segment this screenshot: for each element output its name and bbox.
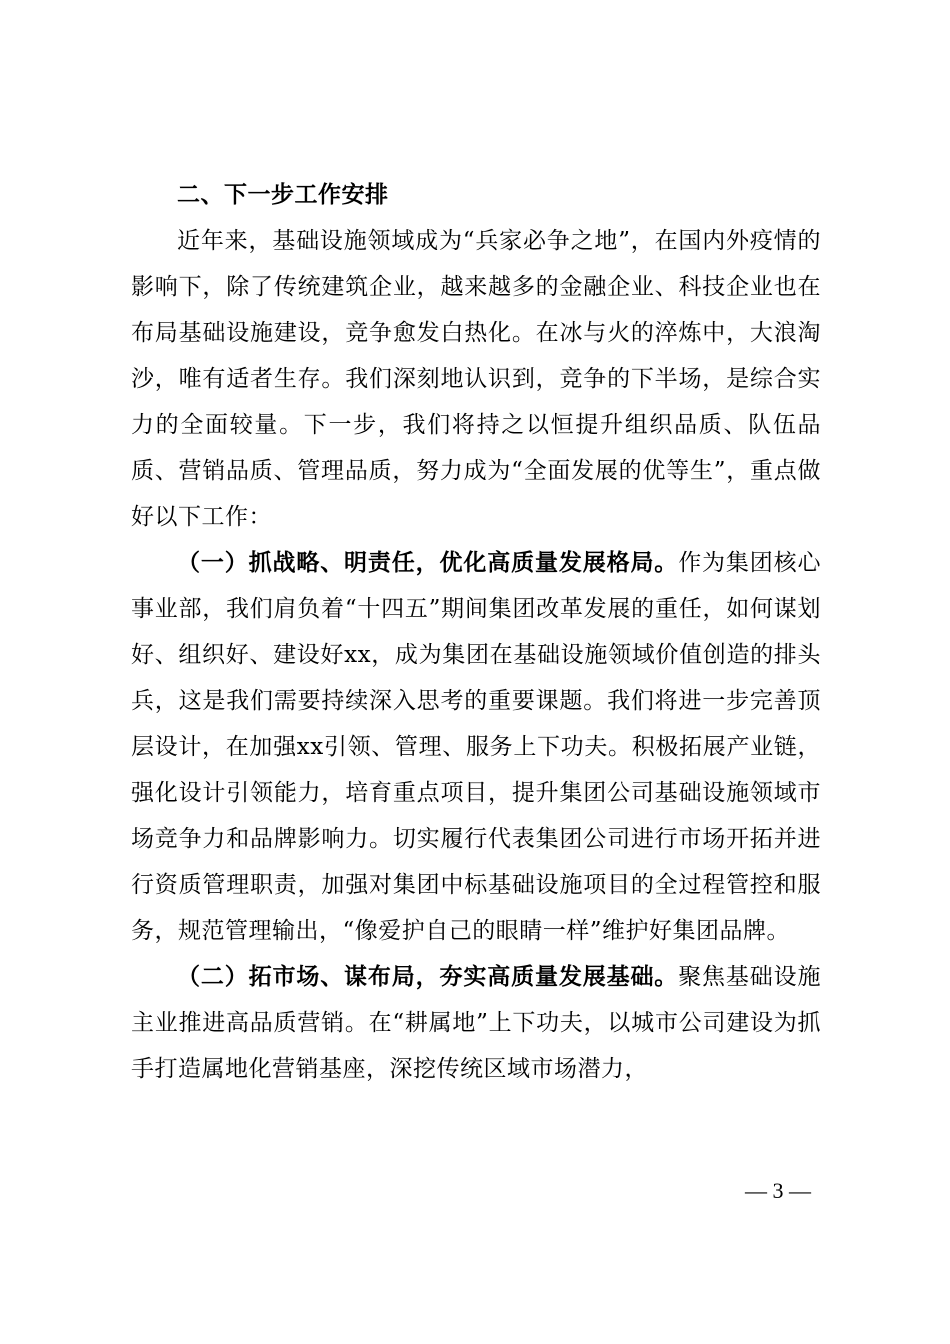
- paragraph-strategy: [131, 540, 821, 954]
- paragraph-lead: （一）抓战略、明责任，优化高质量发展格局。: [177, 549, 679, 576]
- paragraph-lead: （二）拓市场、谋布局，夯实高质量发展基础。: [177, 963, 679, 990]
- section-heading: 二、下一步工作安排: [177, 182, 389, 208]
- page-number: — 3 —: [745, 1178, 811, 1203]
- paragraph-market: [131, 954, 821, 1092]
- paragraph-intro: [131, 218, 821, 540]
- paragraph-text: 近年来，基础设施领域成为“兵家必争之地”，在国内外疫情的影响下，除了传统建筑企业，越来越多的金融企业、科技企业也在布局基础设施建设，竞争愈发白热化。在冰与火的淬炼中，大浪淘沙，唯有适者生存。我们深刻地认识到，竞争的下半场，是综合实力的全面较量。下一步，我们将持之以恒提升组织品质、队伍品质、营销品质、管理品质，努力成为“全面发展的优等生”，重点做好以下工作：: [131, 228, 821, 530]
- document-body: [131, 172, 821, 1092]
- paragraph-text: 聚焦基础设施主业推进高品质营销。在“耕属地”上下功夫，以城市公司建设为抓手打造属地化营销基座，深挖传统区域市场潜力，: [131, 964, 822, 1082]
- paragraph-text: 作为集团核心事业部，我们肩负着“十四五”期间集团改革发展的重任，如何谋划好、组织好、建设好xx，成为集团在基础设施领域价值创造的排头兵，这是我们需要持续深入思考的重要课题。我们将进一步完善顶层设计，在加强xx引领、管理、服务上下功夫。积极拓展产业链，强化设计引领能力，培育重点项目，提升集团公司基础设施领域市场竞争力和品牌影响力。切实履行代表集团公司进行市场开拓并进行资质管理职责，加强对集团中标基础设施项目的全过程管控和服务，规范管理输出，“像爱护自己的眼睛一样”维护好集团品牌。: [131, 550, 822, 944]
